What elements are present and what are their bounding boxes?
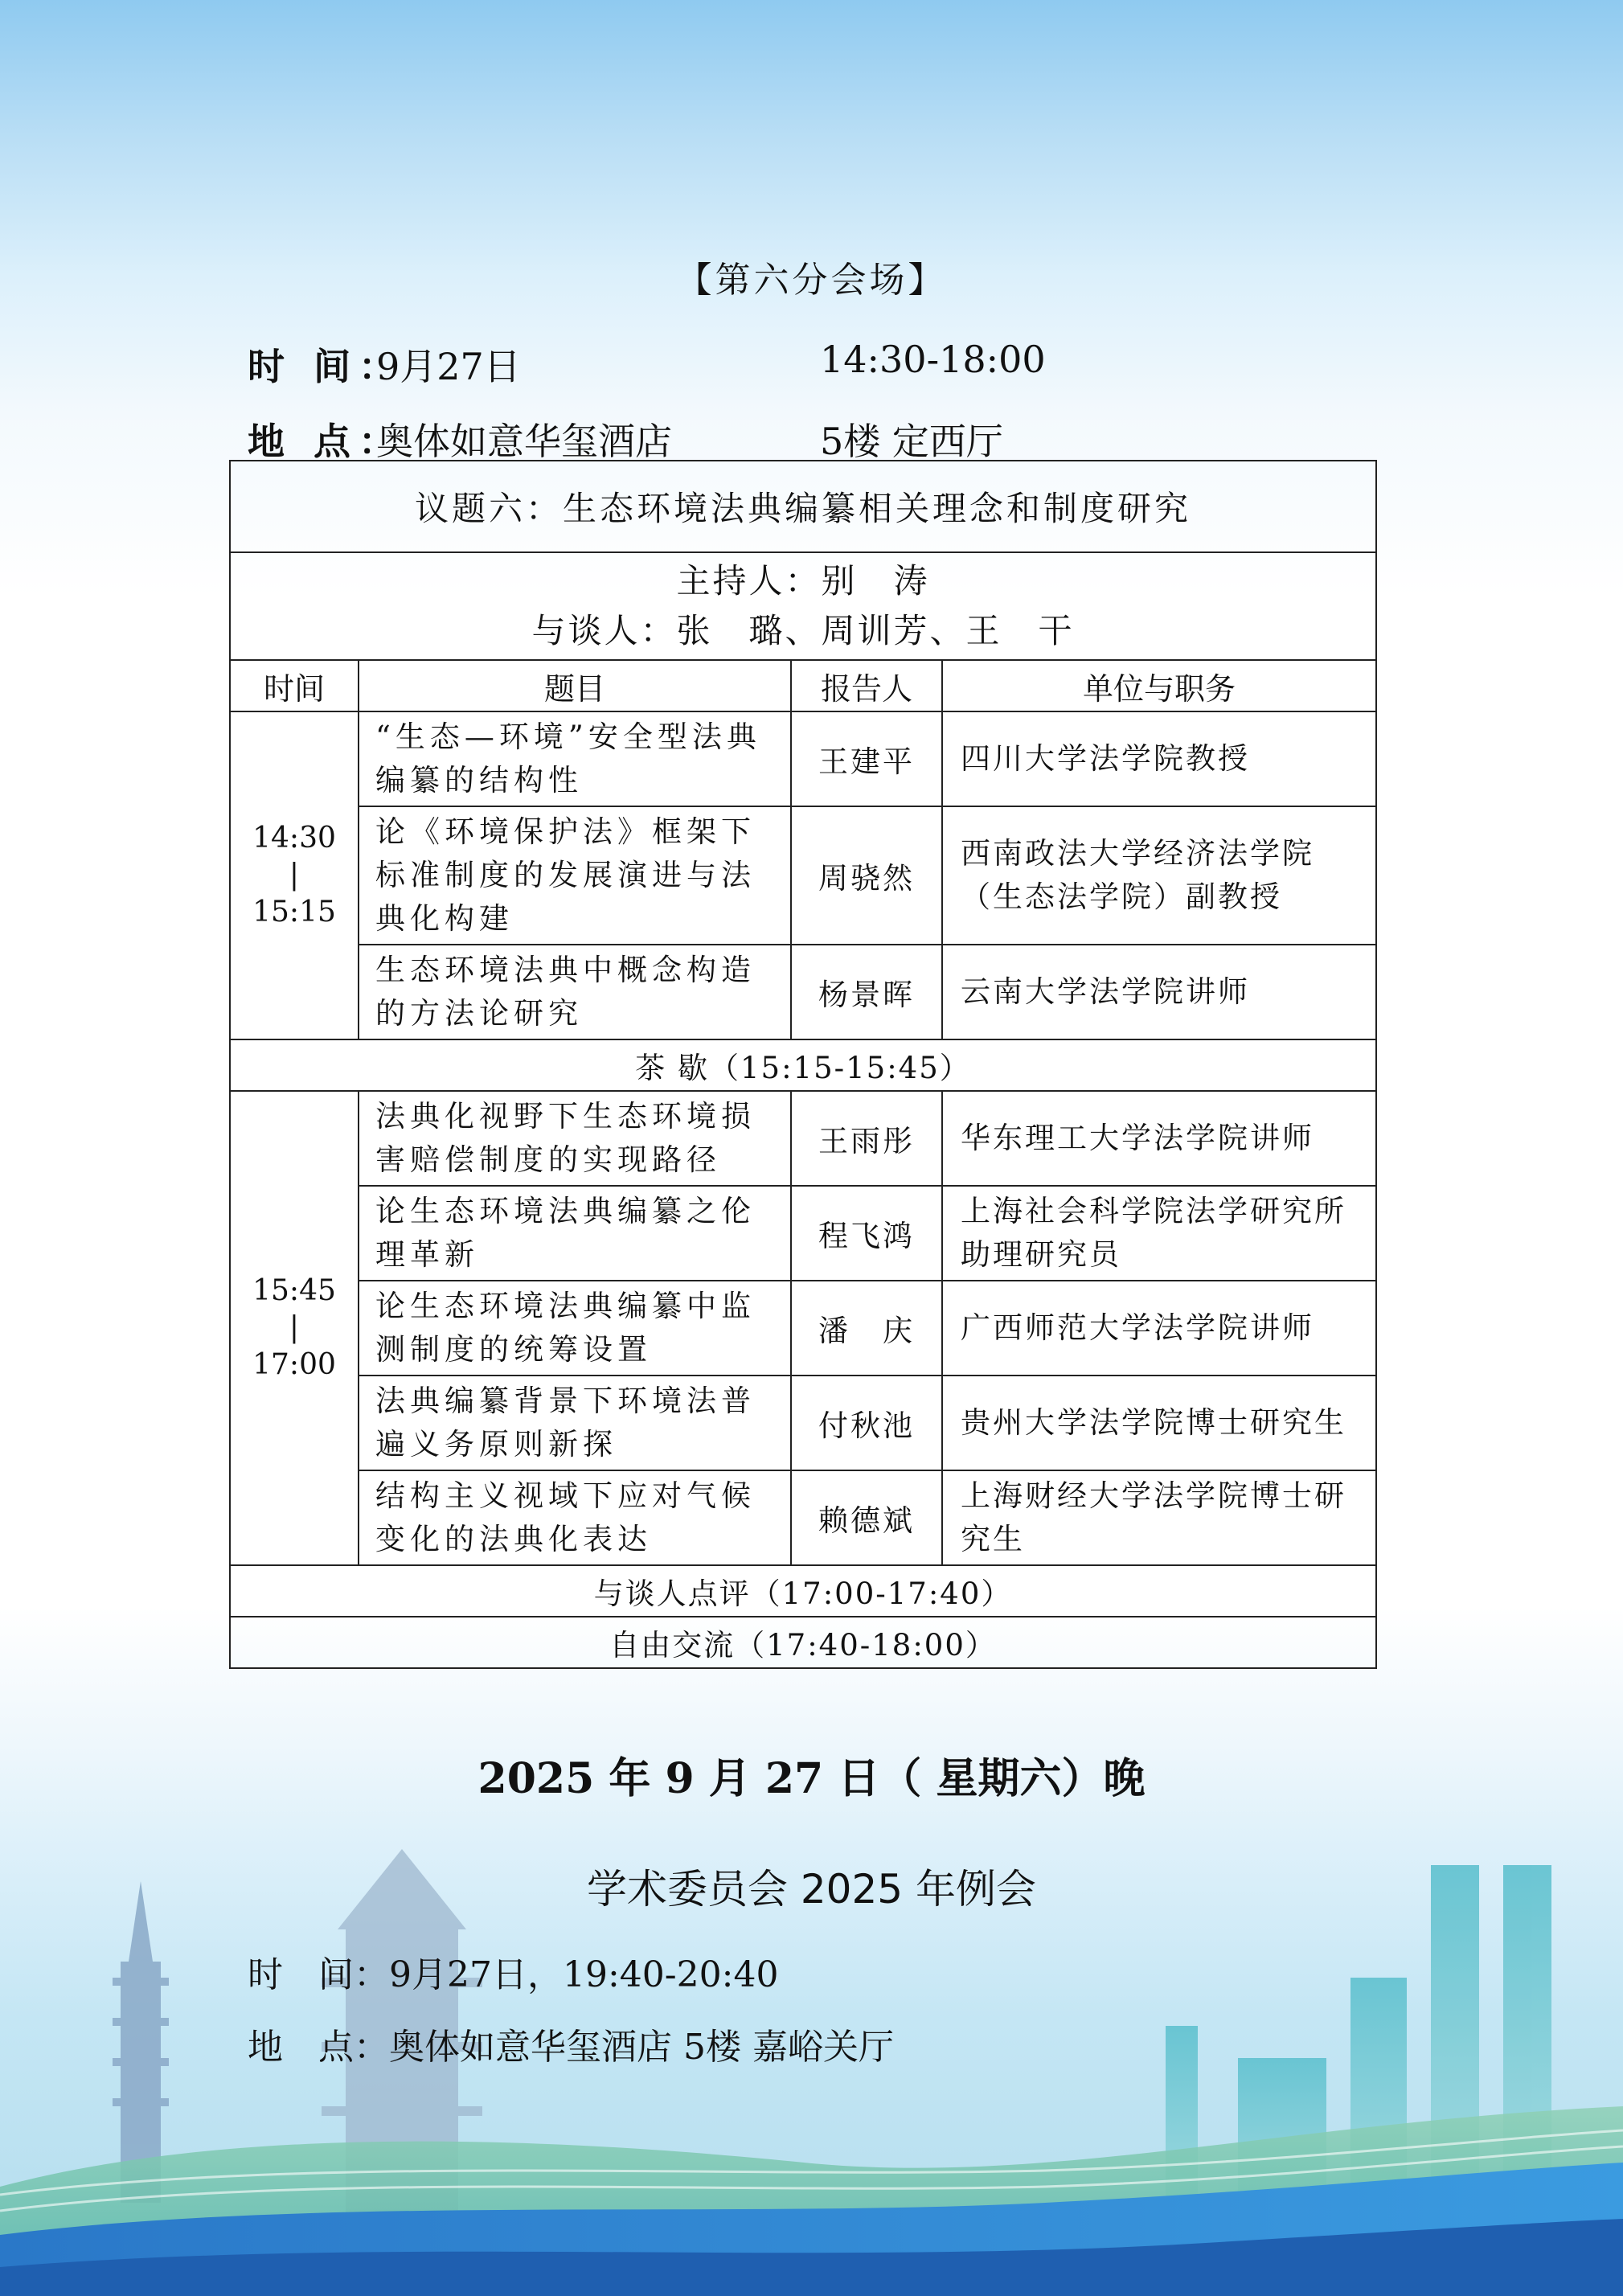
session-title: 【第六分会场】 [676, 260, 947, 301]
organization: 上海社会科学院法学研究所助理研究员 [942, 1186, 1376, 1281]
evening-time-line [248, 1945, 778, 1997]
speaker: 潘 庆 [791, 1281, 942, 1376]
talk-title: “生态—环境”安全型法典编纂的结构性 [359, 711, 791, 806]
organization: 四川大学法学院教授 [942, 711, 1376, 806]
organization: 华东理工大学法学院讲师 [942, 1091, 1376, 1186]
session-time-range: 14:30-18:00 [820, 338, 1046, 381]
table-row [230, 945, 1376, 1039]
session-room: 5楼 定西厅 [820, 420, 1003, 463]
free-discussion-row [230, 1617, 1376, 1668]
time-start: 14:30 [252, 822, 336, 855]
table-row [230, 711, 1376, 806]
session-time-line [248, 338, 1046, 391]
meeting-title: 学术委员会 2025 年例会 [586, 1866, 1037, 1913]
speaker: 王建平 [791, 711, 942, 806]
time-separator: | [289, 859, 300, 892]
time-label: 时 间： [248, 345, 404, 388]
topic-heading: 议题六：生态环境法典编纂相关理念和制度研究 [230, 461, 1376, 552]
talk-title: 法典编纂背景下环境法普遍义务原则新探 [359, 1376, 791, 1470]
header-speaker: 报告人 [791, 660, 942, 711]
discussants-line: 与谈人：张 璐、周训芳、王 干 [531, 611, 1075, 650]
evening-place-line [248, 2018, 894, 2069]
talk-title: 论生态环境法典编纂中监测制度的统筹设置 [359, 1281, 791, 1376]
program-table [229, 460, 1377, 1669]
talk-title: 结构主义视域下应对气候变化的法典化表达 [359, 1470, 791, 1565]
table-row [230, 1186, 1376, 1281]
discussant-comments: 与谈人点评（17:00-17:40） [230, 1565, 1376, 1617]
evening-place-value: 奥体如意华玺酒店 5楼 嘉峪关厅 [389, 2027, 894, 2068]
session-venue: 奥体如意华玺酒店 [376, 420, 672, 463]
speaker: 周骁然 [791, 806, 942, 945]
tea-break: 茶 歇（15:15-15:45） [230, 1039, 1376, 1091]
header-time: 时间 [230, 660, 359, 711]
time-end: 15:15 [252, 896, 336, 929]
speaker: 程飞鸿 [791, 1186, 942, 1281]
evening-time-value: 9月27日，19:40-20:40 [389, 1954, 779, 1995]
time-separator: | [289, 1311, 300, 1344]
table-row [230, 1376, 1376, 1470]
talk-title: 生态环境法典中概念构造的方法论研究 [359, 945, 791, 1039]
table-row [230, 1281, 1376, 1376]
header-org: 单位与职务 [942, 660, 1376, 711]
speaker: 杨景晖 [791, 945, 942, 1039]
place-label: 地 点： [248, 420, 404, 463]
time-slot-2 [230, 1091, 359, 1565]
comment-row [230, 1565, 1376, 1617]
organization: 广西师范大学法学院讲师 [942, 1281, 1376, 1376]
evening-date-heading: 2025 年 9 月 27 日（ 星期六）晚 [477, 1754, 1146, 1803]
organization: 贵州大学法学院博士研究生 [942, 1376, 1376, 1470]
organization: 上海财经大学法学院博士研究生 [942, 1470, 1376, 1565]
header-title: 题目 [359, 660, 791, 711]
table-row [230, 806, 1376, 945]
organization: 云南大学法学院讲师 [942, 945, 1376, 1039]
time-slot-1 [230, 711, 359, 1039]
speaker: 王雨彤 [791, 1091, 942, 1186]
speaker: 付秋池 [791, 1376, 942, 1470]
session-date: 9月27日 [376, 345, 521, 388]
time-end: 17:00 [252, 1348, 336, 1381]
speaker: 赖德斌 [791, 1470, 942, 1565]
host-line: 主持人：别 涛 [676, 561, 930, 601]
free-discussion: 自由交流（17:40-18:00） [230, 1617, 1376, 1668]
time-start: 15:45 [252, 1274, 336, 1307]
session-place-line [248, 412, 1003, 465]
talk-title: 论生态环境法典编纂之伦理革新 [359, 1186, 791, 1281]
organization: 西南政法大学经济法学院（生态法学院）副教授 [942, 806, 1376, 945]
table-row [230, 1091, 1376, 1186]
talk-title: 论《环境保护法》框架下标准制度的发展演进与法典化构建 [359, 806, 791, 945]
table-row [230, 1470, 1376, 1565]
evening-time-label: 时 间： [248, 1954, 389, 1995]
host-cell [230, 552, 1376, 660]
break-row [230, 1039, 1376, 1091]
talk-title: 法典化视野下生态环境损害赔偿制度的实现路径 [359, 1091, 791, 1186]
evening-place-label: 地 点： [248, 2027, 389, 2068]
